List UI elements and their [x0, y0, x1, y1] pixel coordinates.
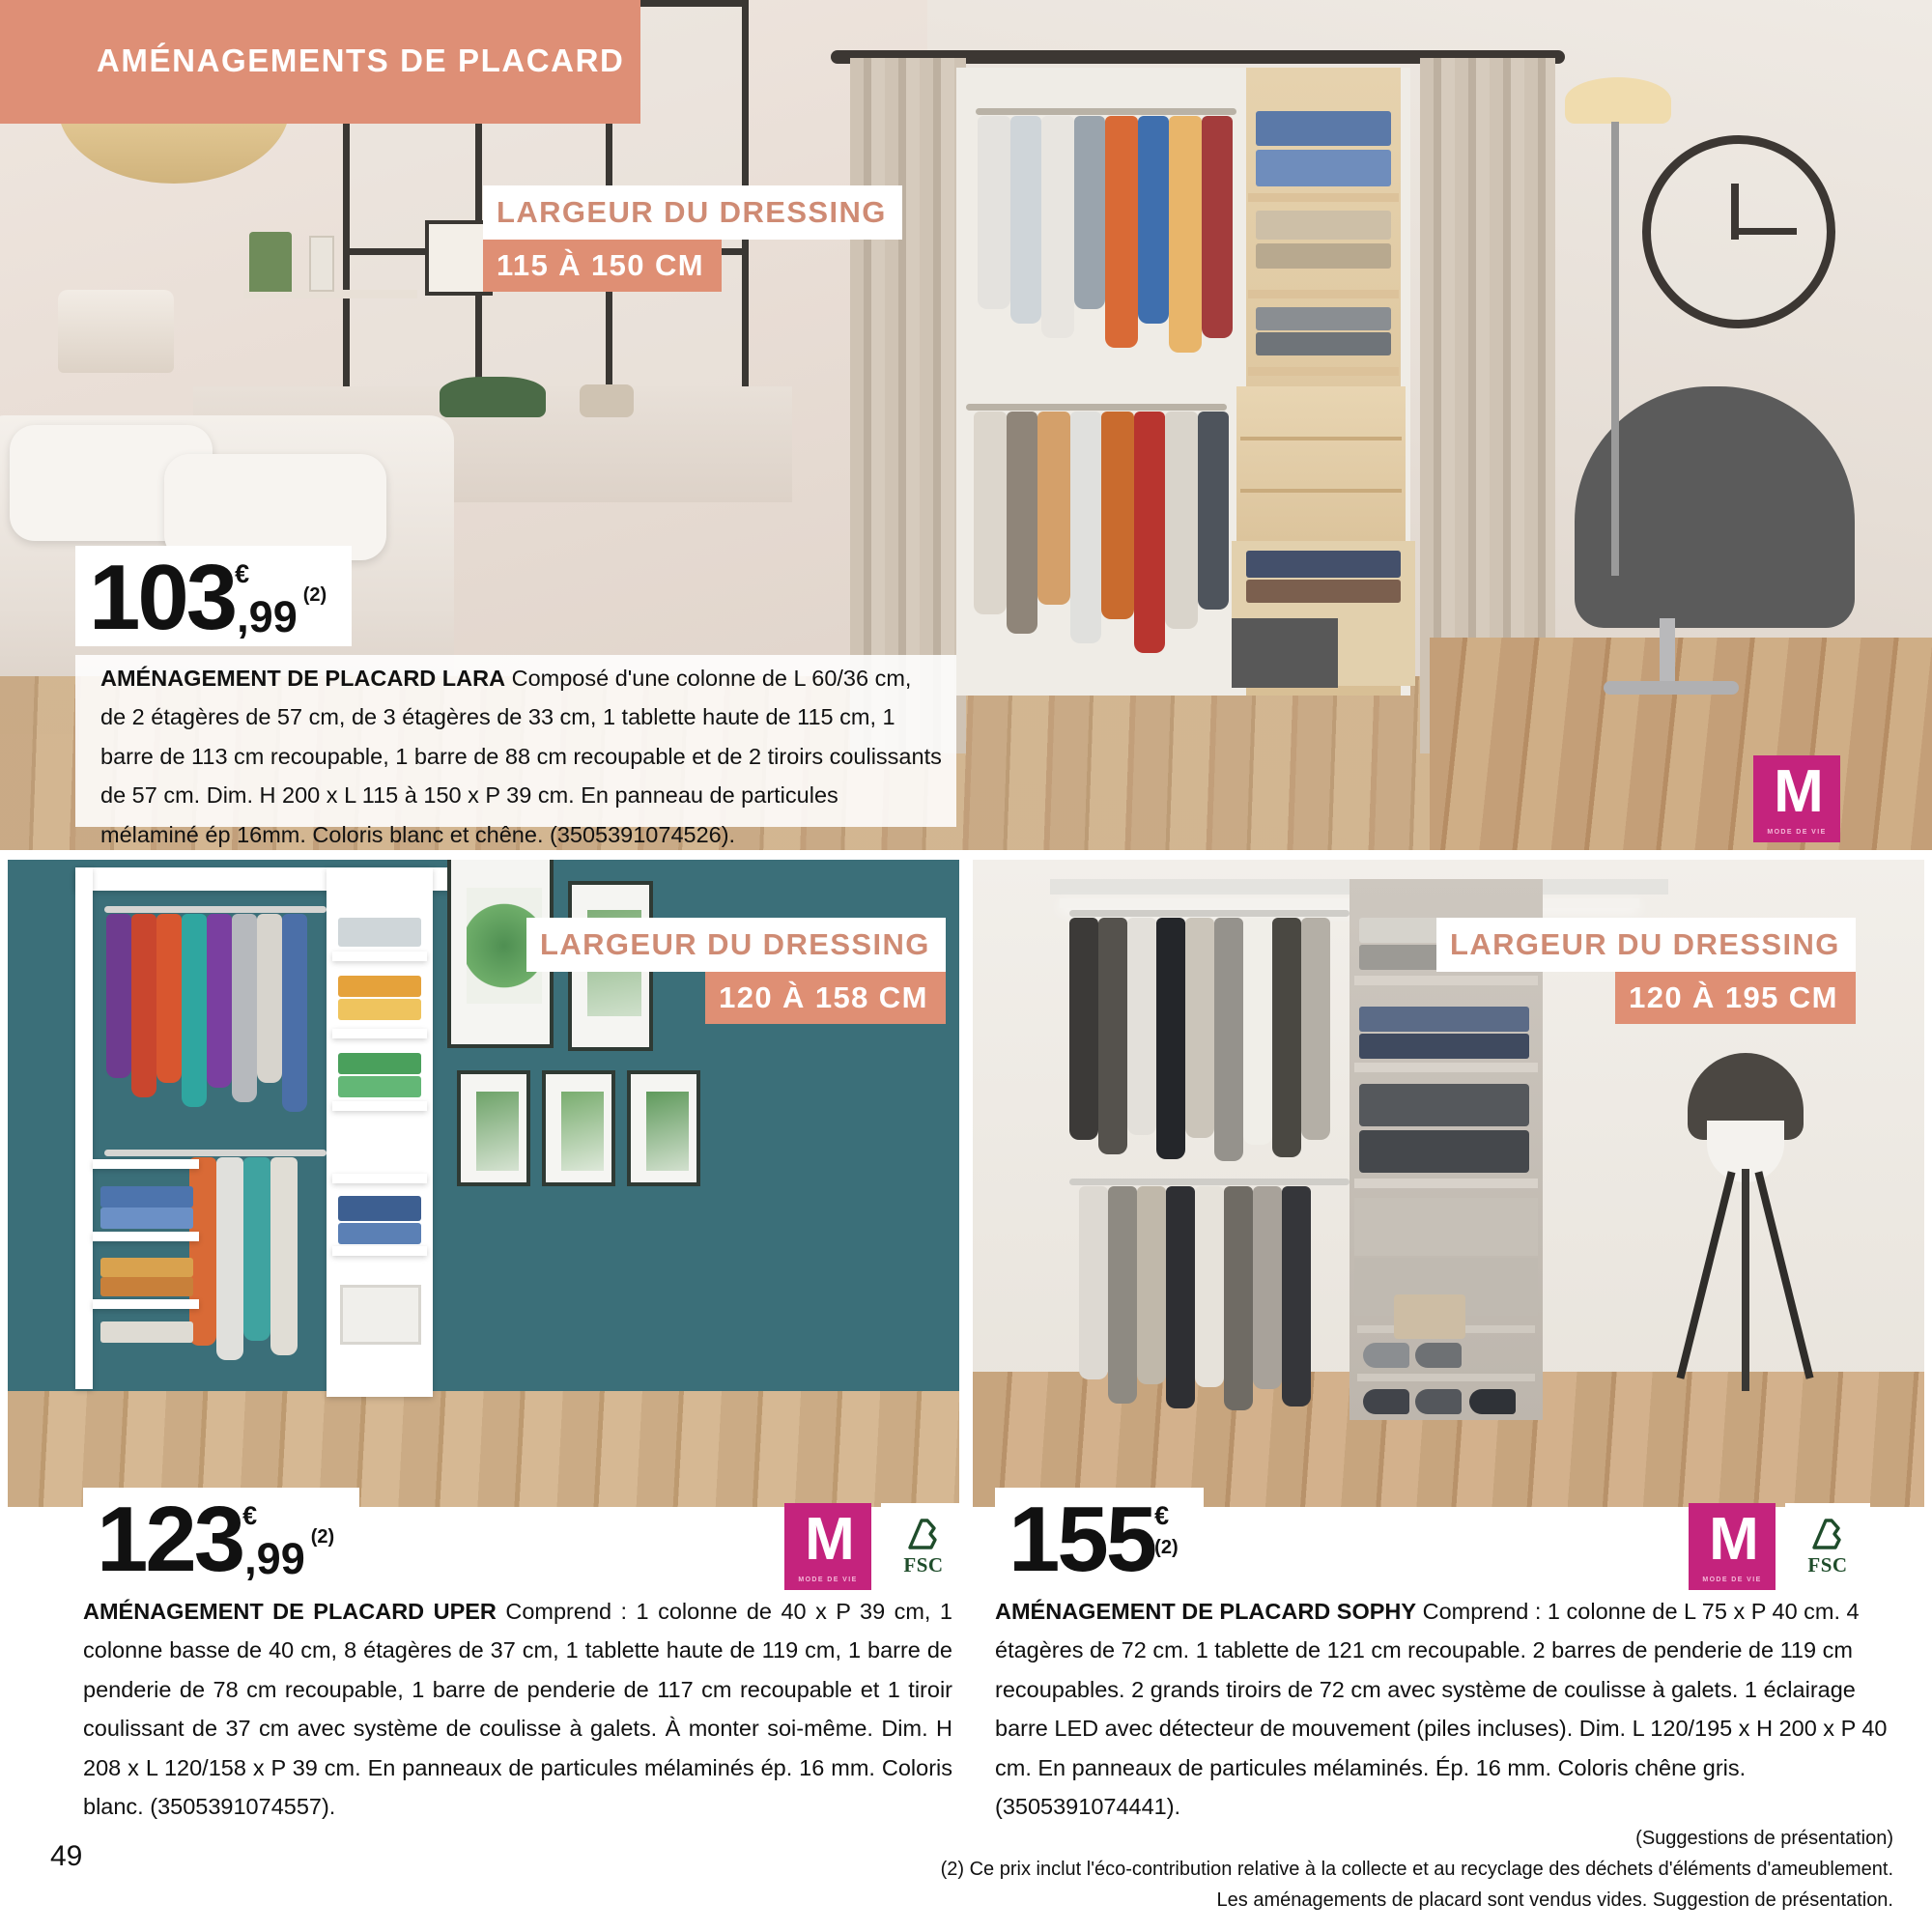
hanging-garment — [1010, 116, 1041, 324]
drawer-unit — [1354, 1198, 1538, 1256]
leaf-illustration — [476, 1092, 519, 1171]
folded-clothes — [338, 1053, 421, 1074]
hanging-garment — [974, 412, 1007, 614]
shelf — [1354, 1063, 1538, 1072]
shelf — [1248, 367, 1399, 376]
hanging-garment — [106, 914, 131, 1078]
price-integer: 155 — [1009, 1488, 1155, 1591]
shelf — [332, 1246, 427, 1256]
leaf-illustration — [646, 1092, 689, 1171]
hanging-garment — [1041, 116, 1074, 338]
hanging-garment — [1198, 412, 1229, 610]
badge-line2: 120 À 195 CM — [1615, 972, 1856, 1024]
floor-lamp-shade — [1565, 77, 1671, 124]
hanging-garment — [1165, 412, 1198, 629]
hanging-garment — [1007, 412, 1037, 634]
mode-de-vie-caption: MODE DE VIE — [1702, 1577, 1762, 1583]
hanging-garment — [978, 116, 1010, 309]
shoes — [1415, 1389, 1462, 1414]
wall-art-frame — [542, 1070, 615, 1186]
fsc-logo — [881, 1503, 966, 1588]
page-number: 49 — [50, 1840, 83, 1872]
hanging-garment — [1079, 1186, 1108, 1379]
mode-de-vie-mark: M — [1774, 757, 1820, 825]
storage-box — [1359, 1130, 1529, 1173]
fsc-tree-icon — [902, 1515, 945, 1553]
pillow — [164, 454, 386, 560]
shelf — [332, 1101, 427, 1111]
badge-line2: 120 À 158 CM — [705, 972, 946, 1024]
hanging-garment — [1069, 918, 1098, 1140]
shelf — [1248, 193, 1399, 202]
footnote-legal-1: (2) Ce prix inclut l'éco-contribution relative à la collecte et au recyclage des déchets d'éléments d'ameublement. — [940, 1859, 1893, 1880]
badge-line1: LARGEUR DU DRESSING — [526, 918, 946, 972]
vase-decor — [309, 236, 334, 292]
shelf — [93, 1159, 199, 1169]
hanging-garment — [270, 1157, 298, 1355]
shoes — [1363, 1343, 1409, 1368]
hanging-rail — [104, 906, 327, 913]
hanging-garment — [1098, 918, 1127, 1154]
wardrobe-side — [75, 867, 93, 1389]
badge-width-uper — [526, 918, 946, 1024]
badge-width-lara — [483, 185, 902, 292]
product-description-uper: Comprend : 1 colonne de 40 x P 39 cm, 1 colonne basse de 40 cm, 8 étagères de 37 cm, 1 tablette haute de 119 cm, 1 barre de penderie de 78 cm recoupable, 1 barre de penderie de 117 cm recoupable et 1 tiroir coulissant de 37 cm avec système de coulisse à galets. À monter soi-même. Dim. H 208 x L 120/158 x P 39 cm. En panneaux de particules mélaminés ép. 16 mm. Coloris blanc. (3505391074557). — [83, 1599, 952, 1820]
category-banner — [0, 0, 640, 124]
price-integer: 123 — [97, 1488, 243, 1591]
storage-basket — [1394, 1294, 1465, 1339]
fsc-label: FSC — [1807, 1552, 1848, 1577]
hanging-garment — [1166, 1186, 1195, 1408]
mode-de-vie-logo — [1753, 755, 1840, 842]
price-integer: 103 — [89, 546, 236, 649]
shelf — [93, 1299, 199, 1309]
product-description-sophy: Comprend : 1 colonne de L 75 x P 40 cm. 4 étagères de 72 cm. 1 tablette de 121 cm recoupable. 2 barres de penderie de 119 cm recoupables. 2 grands tiroirs de 72 cm avec système de coulisse à galets. 1 éclairage barre LED avec détecteur de mouvement (piles incluses). Dim. L 120/195 x H 200 x P 40 cm. En panneaux de particules mélaminés. Ép. 16 mm. Coloris chêne gris. (3505391074441). — [995, 1599, 1888, 1820]
hanging-garment — [189, 1157, 216, 1346]
right-floor — [1430, 638, 1932, 850]
product-name-sophy: AMÉNAGEMENT DE PLACARD SOPHY — [995, 1599, 1417, 1624]
hanging-rail — [976, 108, 1236, 115]
storage-box — [1232, 618, 1338, 688]
hanging-garment — [232, 914, 257, 1102]
drawer-line — [1240, 437, 1402, 440]
folded-clothes — [338, 1196, 421, 1221]
hanging-garment — [1202, 116, 1233, 338]
shoes — [1415, 1343, 1462, 1368]
hanging-garment — [1105, 116, 1138, 348]
hanging-garment — [1137, 1186, 1166, 1384]
price-currency: € — [235, 559, 250, 588]
badge-line1: LARGEUR DU DRESSING — [483, 185, 902, 240]
wall-art-frame — [457, 1070, 530, 1186]
product-name-uper: AMÉNAGEMENT DE PLACARD UPER — [83, 1599, 497, 1624]
object-decor — [580, 384, 634, 417]
clock-hand — [1735, 228, 1797, 235]
mode-de-vie-caption: MODE DE VIE — [798, 1577, 858, 1583]
drawer-unit — [1236, 386, 1406, 541]
hanging-garment — [216, 1157, 243, 1360]
shoes — [1363, 1389, 1409, 1414]
leaf-illustration — [561, 1092, 604, 1171]
page-title: AMÉNAGEMENTS DE PLACARD — [97, 43, 625, 78]
badge-line1: LARGEUR DU DRESSING — [1436, 918, 1856, 972]
shelf — [332, 952, 427, 961]
hanging-garment — [182, 914, 207, 1107]
lamp-leg — [1742, 1169, 1749, 1391]
price-sophy — [995, 1488, 1204, 1591]
hanging-garment — [1195, 1186, 1224, 1387]
hanging-garment — [1138, 116, 1169, 324]
price-currency: € — [1154, 1501, 1170, 1530]
hanging-garment — [282, 914, 307, 1112]
mode-de-vie-caption: MODE DE VIE — [1767, 829, 1827, 836]
folded-clothes — [100, 1186, 193, 1208]
folded-clothes — [1246, 580, 1401, 603]
hanging-garment — [1243, 918, 1272, 1145]
hanging-garment — [1169, 116, 1202, 353]
price-cents: ,99 — [244, 1534, 305, 1583]
hanging-garment — [257, 914, 282, 1083]
folded-clothes — [338, 918, 421, 947]
hanging-rail — [104, 1150, 327, 1156]
chair-stem — [1660, 618, 1675, 686]
storage-box — [1359, 1084, 1529, 1126]
hanging-garment — [156, 914, 182, 1083]
plant-pot-decor — [440, 377, 546, 417]
wall-art-frame — [627, 1070, 700, 1186]
fsc-logo — [1785, 1503, 1870, 1588]
description-lara — [100, 659, 943, 854]
description-sophy — [995, 1592, 1893, 1826]
fsc-label: FSC — [903, 1552, 944, 1577]
hanging-garment — [1108, 1186, 1137, 1404]
description-uper — [83, 1592, 952, 1826]
price-currency: € — [242, 1501, 258, 1530]
hanging-garment — [1037, 412, 1070, 605]
folded-clothes — [1256, 243, 1391, 269]
drawer-line — [1240, 489, 1402, 493]
hanging-garment — [1301, 918, 1330, 1140]
mode-de-vie-mark: M — [1709, 1505, 1755, 1573]
footnote-suggestion: (Suggestions de présentation) — [1635, 1828, 1893, 1849]
footnote-legal-2: Les aménagements de placard sont vendus vides. Suggestion de présentation. — [1216, 1889, 1893, 1911]
hanging-garment — [1070, 412, 1101, 643]
hanging-rail — [1069, 910, 1350, 917]
shoes — [1469, 1389, 1516, 1414]
folded-clothes — [338, 999, 421, 1020]
hanging-rail — [1069, 1179, 1350, 1185]
shelf — [1354, 1179, 1538, 1188]
hanging-garment — [1156, 918, 1185, 1159]
folded-clothes — [100, 1277, 193, 1296]
hanging-garment — [1282, 1186, 1311, 1406]
hanging-garment — [1214, 918, 1243, 1161]
folded-clothes — [1246, 551, 1401, 578]
badge-width-sophy — [1436, 918, 1856, 1024]
mode-de-vie-logo — [784, 1503, 871, 1590]
mode-de-vie-mark: M — [805, 1505, 851, 1573]
shelf — [332, 1174, 427, 1183]
curtain-left — [850, 58, 966, 753]
folded-clothes — [1256, 307, 1391, 330]
shelf — [1248, 290, 1399, 298]
hanging-garment — [1272, 918, 1301, 1157]
bedside-lamp — [58, 290, 174, 373]
hanging-garment — [1134, 412, 1165, 653]
plant-decor — [249, 232, 292, 292]
product-description-lara: Composé d'une colonne de L 60/36 cm, de 2 étagères de 57 cm, de 3 étagères de 33 cm, 1 tablette haute de 115 cm, 1 barre de 113 cm recoupable, 1 barre de 88 cm recoupable et de 2 tiroirs coulissants de 57 cm. Dim. H 200 x L 115 à 150 x P 39 cm. En panneau de particules mélaminé ép 16mm. Coloris blanc et chêne. (3505391074526). — [100, 666, 942, 847]
storage-basket — [340, 1285, 421, 1345]
folded-clothes — [1256, 211, 1391, 240]
folded-clothes — [100, 1321, 193, 1343]
folded-clothes — [338, 976, 421, 997]
shelf — [93, 1232, 199, 1241]
hanging-garment — [1074, 116, 1105, 309]
hanging-garment — [243, 1157, 270, 1341]
floor-lamp-pole — [1611, 122, 1619, 576]
hanging-garment — [207, 914, 232, 1088]
shoe-shelf — [1357, 1374, 1535, 1381]
folded-clothes — [1359, 1034, 1529, 1059]
hanging-garment — [1127, 918, 1156, 1135]
price-cents: ,99 — [237, 592, 298, 641]
hanging-garment — [131, 914, 156, 1097]
folded-clothes — [100, 1258, 193, 1277]
folded-clothes — [338, 1223, 421, 1244]
fsc-tree-icon — [1806, 1515, 1849, 1553]
shelf — [332, 1029, 427, 1038]
price-footnote: (2) — [310, 1526, 335, 1548]
badge-line2: 115 À 150 CM — [483, 240, 722, 292]
chair-base — [1604, 681, 1739, 695]
folded-clothes — [100, 1208, 193, 1229]
price-footnote: (2) — [1154, 1537, 1179, 1558]
folded-clothes — [1256, 150, 1391, 186]
price-footnote: (2) — [302, 584, 327, 606]
folded-clothes — [1256, 111, 1391, 146]
hanging-garment — [1224, 1186, 1253, 1410]
hanging-garment — [1185, 918, 1214, 1138]
folded-clothes — [1256, 332, 1391, 355]
price-uper — [83, 1488, 359, 1591]
hanging-garment — [1253, 1186, 1282, 1389]
folded-clothes — [338, 1076, 421, 1097]
mode-de-vie-logo — [1689, 1503, 1776, 1590]
hanging-garment — [1101, 412, 1134, 619]
hanging-rail — [966, 404, 1227, 411]
product-name-lara: AMÉNAGEMENT DE PLACARD LARA — [100, 666, 506, 691]
price-lara — [75, 546, 352, 649]
